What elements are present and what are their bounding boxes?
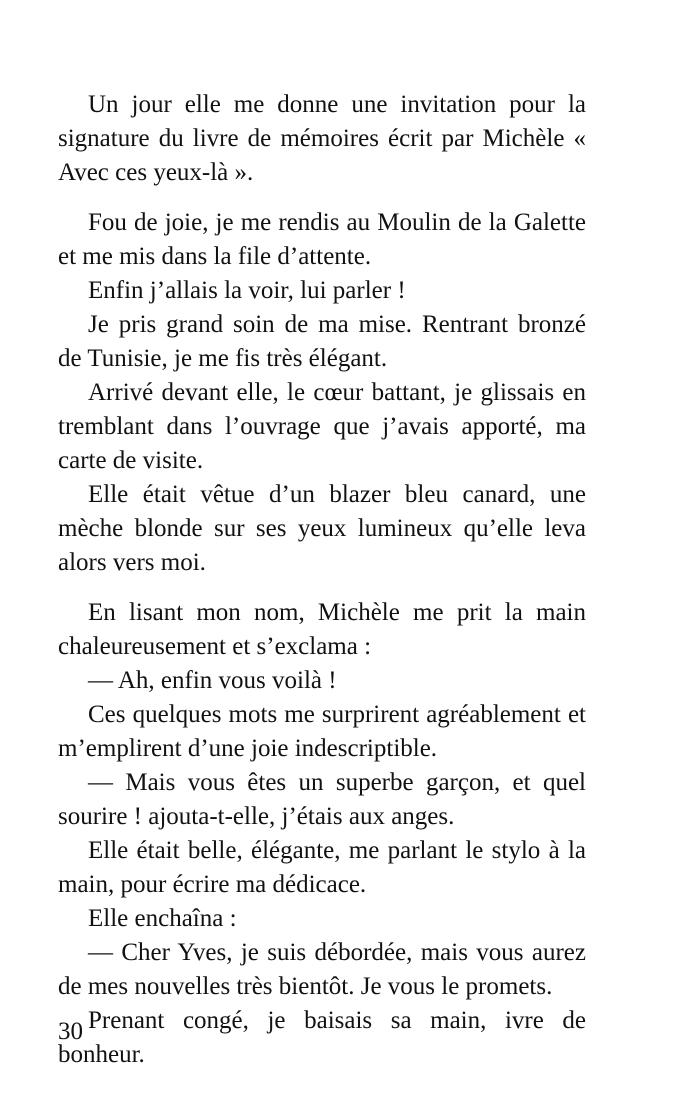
paragraph: Prenant congé, je baisais sa main, ivre de bonheur. xyxy=(58,1007,586,1068)
paragraph: En lisant mon nom, Michèle me prit la main chaleureusement et s’exclama : xyxy=(58,599,586,660)
paragraph: Fou de joie, je me rendis au Moulin de la Galette et me mis dans la file d’attente. xyxy=(58,209,586,270)
paragraph: Elle était belle, élégante, me parlant le stylo à la main, pour écrire ma dédicace. xyxy=(58,837,586,898)
dialogue-line: — Mais vous êtes un superbe garçon, et quel sourire ! ajouta-t-elle, j’étais aux anges. xyxy=(58,769,586,830)
paragraph: Je pris grand soin de ma mise. Rentrant bronzé de Tunisie, je me fis très élégant. xyxy=(58,311,586,372)
paragraph: Elle enchaîna : xyxy=(88,905,237,932)
dialogue-line: — Cher Yves, je suis débordée, mais vous aurez de mes nouvelles très bientôt. Je vous le promets. xyxy=(58,939,586,1000)
page-number: 30 xyxy=(58,1018,83,1045)
paragraph: Ces quelques mots me surprirent agréablement et m’emplirent d’une joie indescriptible. xyxy=(58,701,586,762)
paragraph: Un jour elle me donne une invitation pour la signature du livre de mémoires écrit par Michèle « Avec ces yeux-là ». xyxy=(58,91,586,186)
paragraph: Arrivé devant elle, le cœur battant, je glissais en tremblant dans l’ouvrage que j’avais apporté, ma carte de visite. xyxy=(58,379,586,474)
dialogue-line: — Ah, enfin vous voilà ! xyxy=(88,667,337,694)
paragraph: Enfin j’allais la voir, lui parler ! xyxy=(88,277,406,304)
paragraph: Elle était vêtue d’un blazer bleu canard, une mèche blonde sur ses yeux lumineux qu’elle leva alors vers moi. xyxy=(58,481,586,576)
page-body xyxy=(58,88,586,1072)
